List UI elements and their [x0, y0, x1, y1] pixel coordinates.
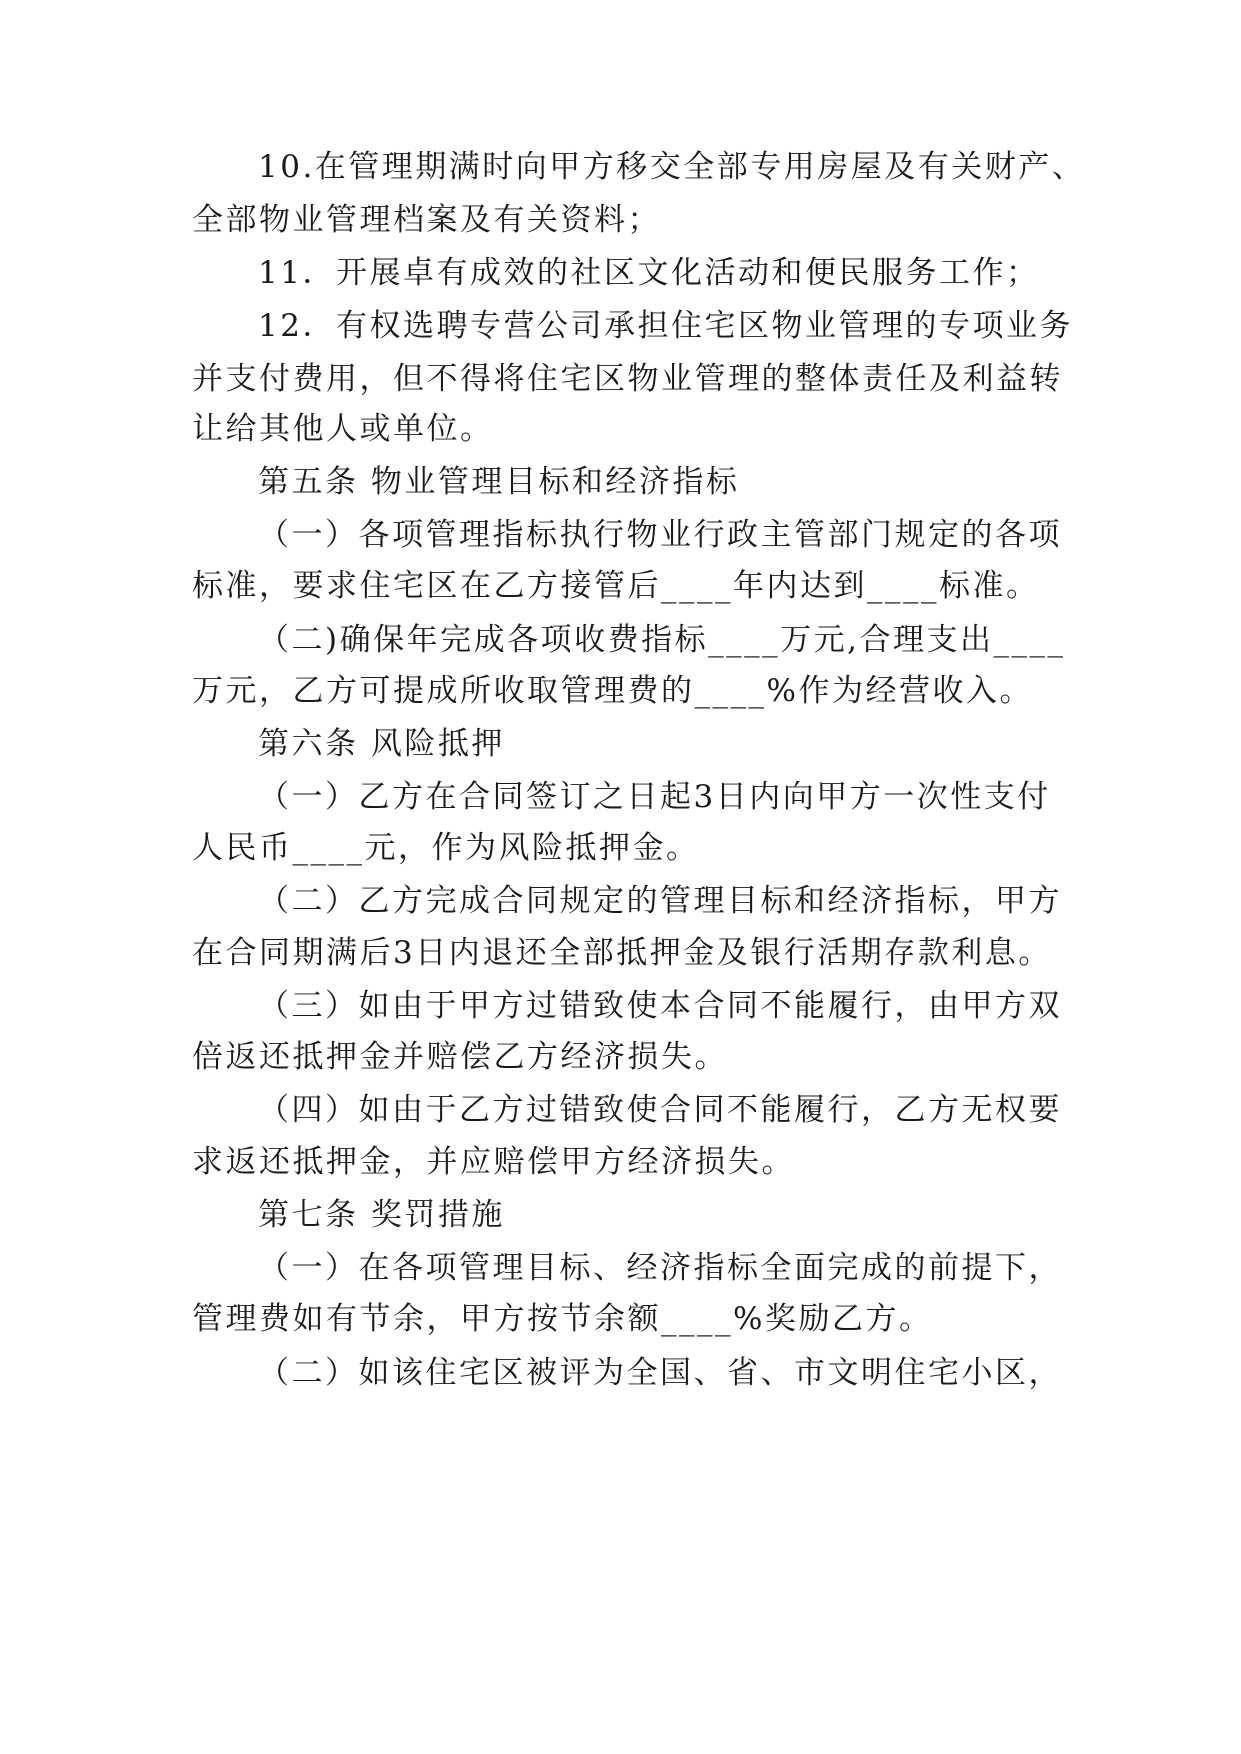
clause-item-11: 11．开展卓有成效的社区文化活动和便民服务工作；	[258, 255, 1040, 291]
article-6-item-4-line-2: 求返还抵押金，并应赔偿甲方经济损失。	[192, 1144, 795, 1180]
article-7-item-1-line-2: 管理费如有节余，甲方按节余额____%奖励乙方。	[192, 1301, 933, 1337]
article-5-item-1-line-1: （一）各项管理指标执行物业行政主管部门规定的各项	[258, 517, 1062, 553]
article-6-item-4-line-1: （四）如由于乙方过错致使合同不能履行，乙方无权要	[258, 1092, 1062, 1128]
clause-item-12-line-1: 12．有权选聘专营公司承担住宅区物业管理的专项业务	[258, 308, 1073, 344]
article-6-item-1-line-1: （一）乙方在合同签订之日起3日内向甲方一次性支付	[258, 779, 1051, 815]
article-5-item-2-line-2: 万元，乙方可提成所收取管理费的____%作为经营收入。	[192, 673, 1033, 709]
article-6-item-2-line-2: 在合同期满后3日内退还全部抵押金及银行活期存款利息。	[192, 935, 1052, 971]
clause-item-12-line-2: 并支付费用，但不得将住宅区物业管理的整体责任及利益转	[192, 361, 1063, 397]
clause-item-10-line-2: 全部物业管理档案及有关资料；	[192, 202, 661, 238]
article-5-heading: 第五条 物业管理目标和经济指标	[258, 464, 740, 500]
article-6-item-2-line-1: （二）乙方完成合同规定的管理目标和经济指标，甲方	[258, 883, 1062, 919]
article-6-item-1-line-2: 人民币____元，作为风险抵押金。	[192, 830, 700, 866]
article-6-item-3-line-2: 倍返还抵押金并赔偿乙方经济损失。	[192, 1039, 728, 1075]
article-6-item-3-line-1: （三）如由于甲方过错致使本合同不能履行，由甲方双	[258, 988, 1062, 1024]
article-7-item-2-line-1: （二）如该住宅区被评为全国、省、市文明住宅小区，	[258, 1355, 1062, 1391]
article-5-item-1-line-2: 标准，要求住宅区在乙方接管后____年内达到____标准。	[192, 568, 1040, 604]
article-7-heading: 第七条 奖罚措施	[258, 1197, 505, 1233]
clause-item-12-line-3: 让给其他人或单位。	[192, 411, 494, 447]
article-5-item-2-line-1: （二)确保年完成各项收费指标____万元,合理支出____	[258, 622, 1066, 658]
article-6-heading: 第六条 风险抵押	[258, 726, 505, 762]
clause-item-10-line-1: 10.在管理期满时向甲方移交全部专用房屋及有关财产、	[258, 149, 1086, 185]
article-7-item-1-line-1: （一）在各项管理目标、经济指标全面完成的前提下，	[258, 1250, 1062, 1286]
